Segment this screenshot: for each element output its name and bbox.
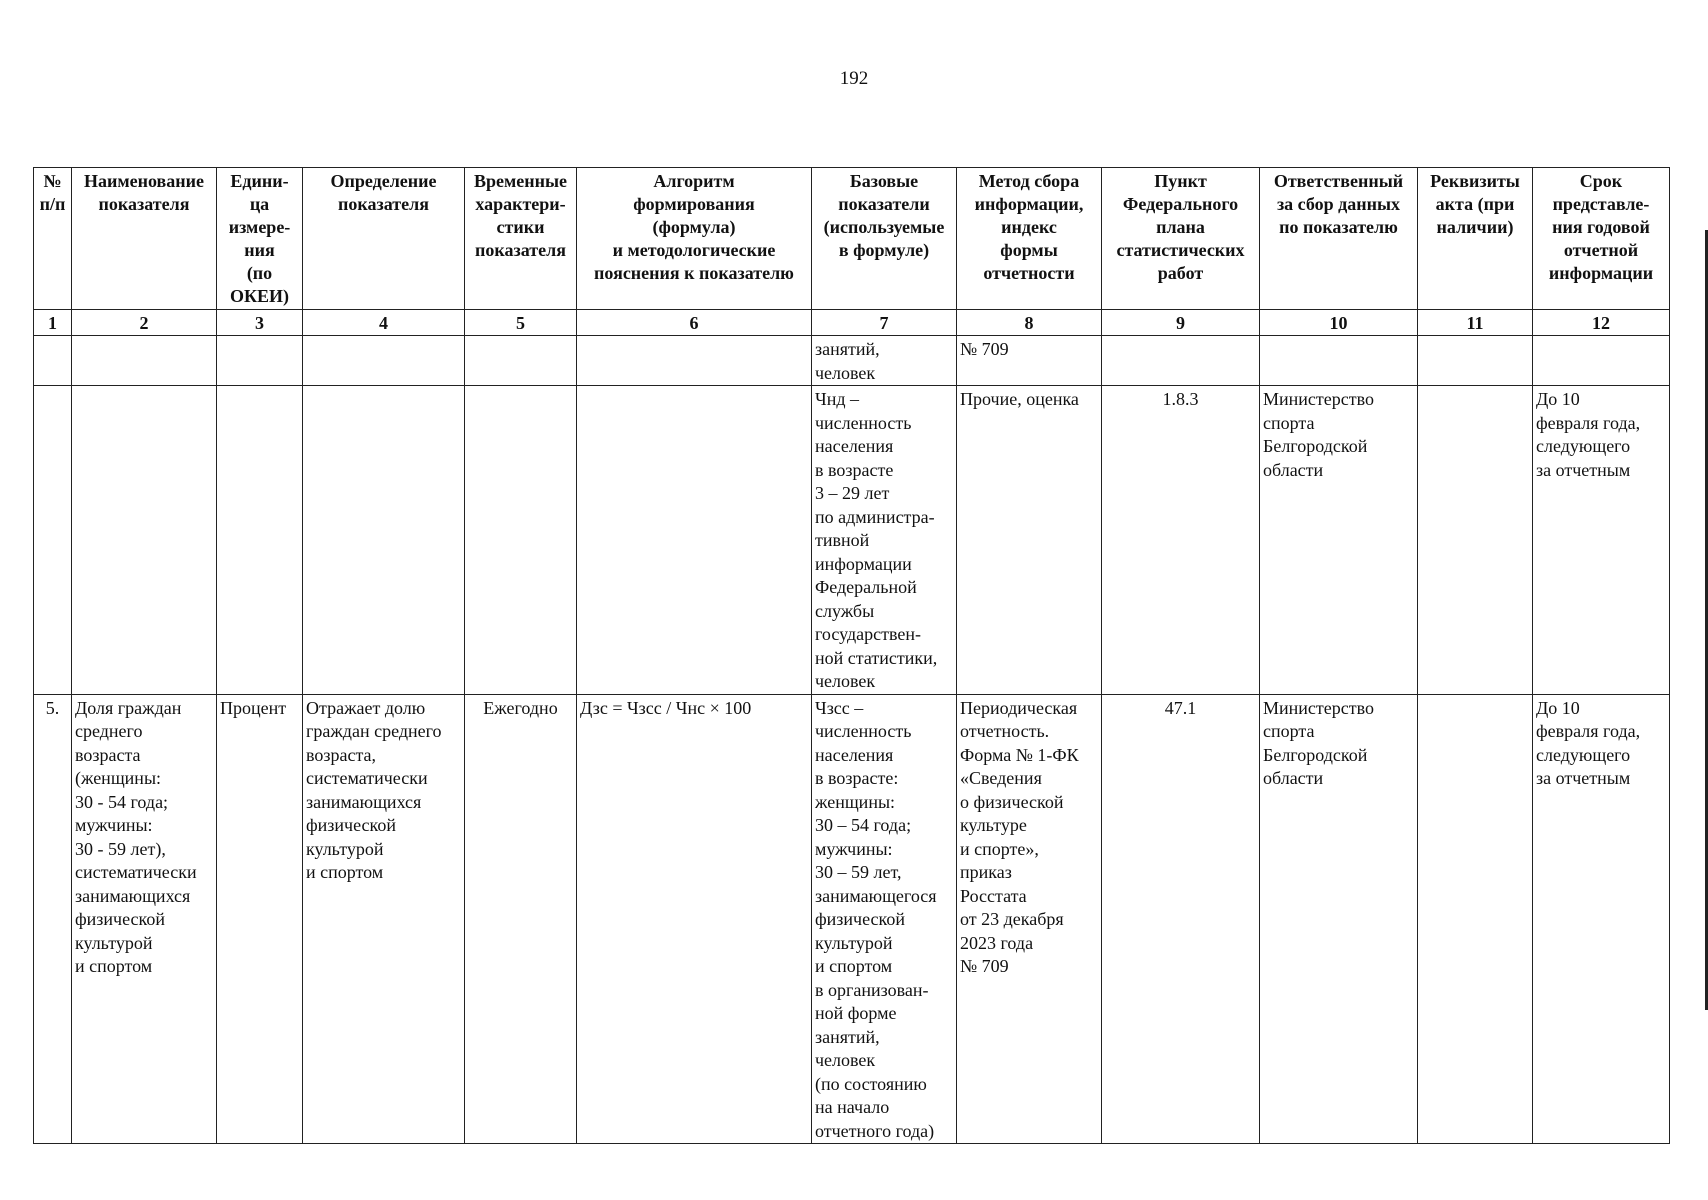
cell-requisites — [1418, 386, 1533, 695]
cell-responsible: Министерство спорта Белгородской области — [1260, 386, 1418, 695]
cell-num — [34, 386, 72, 695]
column-number-row — [34, 310, 1670, 336]
cell-period — [465, 336, 577, 386]
cell-unit — [217, 386, 303, 695]
cell-algorithm — [577, 336, 812, 386]
column-number: 1 — [34, 310, 72, 336]
column-number: 7 — [812, 310, 957, 336]
cell-num: 5. — [34, 694, 72, 1144]
table-row — [34, 694, 1670, 1144]
cell-base: Чнд – численность населения в возрасте 3 – 29 лет по администра- тивной информации Федеральной службы государствен- ной статистики, человек — [812, 386, 957, 695]
cell-unit — [217, 336, 303, 386]
cell-definition — [303, 336, 465, 386]
header-cell-requisites: Реквизиты акта (при наличии) — [1418, 168, 1533, 310]
indicators-table — [33, 167, 1670, 1144]
cell-plan: 47.1 — [1102, 694, 1260, 1144]
header-cell-algorithm: Алгоритм формирования (формула) и методологические пояснения к показателю — [577, 168, 812, 310]
cell-base: Чзсс – численность населения в возрасте: женщины: 30 – 54 года; мужчины: 30 – 59 лет, занимающегося физической культурой и спортом в организован- ной форме занятий, человек (по состоянию на начало отчетного года) — [812, 694, 957, 1144]
header-cell-deadline: Срок представле- ния годовой отчетной информации — [1533, 168, 1670, 310]
column-number: 12 — [1533, 310, 1670, 336]
cell-name — [72, 386, 217, 695]
cell-requisites — [1418, 336, 1533, 386]
column-number: 10 — [1260, 310, 1418, 336]
cell-method: Прочие, оценка — [957, 386, 1102, 695]
cell-num — [34, 336, 72, 386]
column-number: 11 — [1418, 310, 1533, 336]
column-number: 6 — [577, 310, 812, 336]
table-row — [34, 386, 1670, 695]
column-number: 8 — [957, 310, 1102, 336]
cell-requisites — [1418, 694, 1533, 1144]
column-number: 4 — [303, 310, 465, 336]
header-cell-responsible: Ответственный за сбор данных по показателю — [1260, 168, 1418, 310]
cell-period: Ежегодно — [465, 694, 577, 1144]
cell-responsible: Министерство спорта Белгородской области — [1260, 694, 1418, 1144]
cell-definition: Отражает долю граждан среднего возраста, систематически занимающихся физической культурой и спортом — [303, 694, 465, 1144]
cell-deadline: До 10 февраля года, следующего за отчетным — [1533, 386, 1670, 695]
cell-plan — [1102, 336, 1260, 386]
header-cell-name: Наименование показателя — [72, 168, 217, 310]
header-cell-base: Базовые показатели (используемые в формуле) — [812, 168, 957, 310]
cell-definition — [303, 386, 465, 695]
header-cell-method: Метод сбора информации, индекс формы отчетности — [957, 168, 1102, 310]
cell-plan: 1.8.3 — [1102, 386, 1260, 695]
header-cell-period: Временные характери- стики показателя — [465, 168, 577, 310]
cell-responsible — [1260, 336, 1418, 386]
header-cell-plan: Пункт Федерального плана статистических работ — [1102, 168, 1260, 310]
cell-base: занятий, человек — [812, 336, 957, 386]
cell-unit: Процент — [217, 694, 303, 1144]
column-number: 3 — [217, 310, 303, 336]
cell-algorithm: Дзс = Чзсс / Чнс × 100 — [577, 694, 812, 1144]
column-number: 5 — [465, 310, 577, 336]
table-row — [34, 336, 1670, 386]
cell-algorithm — [577, 386, 812, 695]
column-number: 9 — [1102, 310, 1260, 336]
cell-method: № 709 — [957, 336, 1102, 386]
cell-deadline — [1533, 336, 1670, 386]
cell-name — [72, 336, 217, 386]
cell-period — [465, 386, 577, 695]
cell-method: Периодическая отчетность. Форма № 1-ФК «Сведения о физической культуре и спорте», приказ Росстата от 23 декабря 2023 года № 709 — [957, 694, 1102, 1144]
header-cell-unit: Едини- ца измере- ния (по ОКЕИ) — [217, 168, 303, 310]
header-row — [34, 168, 1670, 310]
cell-deadline: До 10 февраля года, следующего за отчетным — [1533, 694, 1670, 1144]
header-cell-num: № п/п — [34, 168, 72, 310]
header-cell-definition: Определение показателя — [303, 168, 465, 310]
page-number: 192 — [839, 68, 869, 89]
column-number: 2 — [72, 310, 217, 336]
cell-name: Доля граждан среднего возраста (женщины: 30 - 54 года; мужчины: 30 - 59 лет), систематически занимающихся физической культурой и спортом — [72, 694, 217, 1144]
